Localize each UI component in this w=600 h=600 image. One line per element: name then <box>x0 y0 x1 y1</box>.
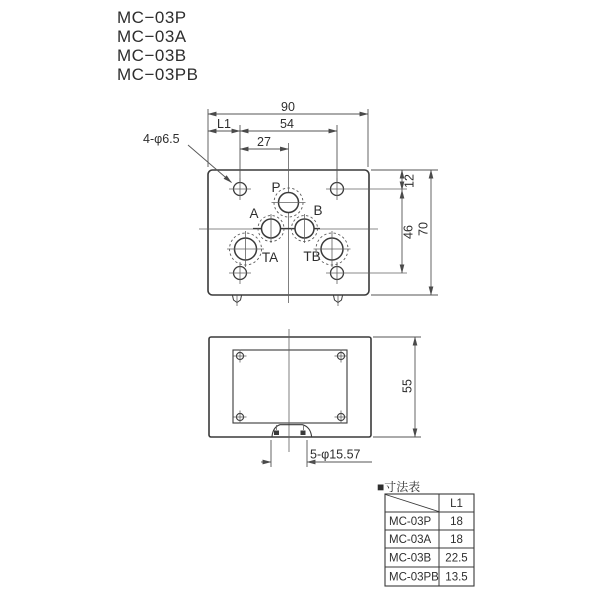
table-cell-model: MC-03B <box>389 552 432 565</box>
model-name: MC−03PB <box>117 65 199 84</box>
dimension-label: 12 <box>402 174 417 188</box>
table-cell-model: MC-03P <box>389 516 432 528</box>
table-caption: ■寸法表 <box>377 480 421 494</box>
table-col-header: L1 <box>450 498 463 510</box>
dimension-label: 90 <box>281 100 295 114</box>
locating-tabs <box>233 296 343 307</box>
table-cell-l1: 18 <box>450 534 463 546</box>
port-label-a: A <box>249 206 259 221</box>
dimension-table <box>377 479 474 586</box>
dimension-label: 55 <box>400 379 415 393</box>
model-name: MC−03B <box>117 46 187 65</box>
port-label-tb: TB <box>303 249 321 264</box>
model-name: MC−03A <box>117 27 187 46</box>
dim-55 <box>373 337 421 437</box>
dimension-label: 54 <box>280 117 294 131</box>
dimension-label: 70 <box>416 222 431 236</box>
boss-foot <box>301 431 306 436</box>
table-row <box>389 553 468 565</box>
dim-port-note <box>261 440 372 467</box>
front-view <box>143 100 438 306</box>
dimension-label: 46 <box>401 225 416 239</box>
table-row <box>389 516 463 528</box>
dim-width-90 <box>208 100 368 167</box>
table-cell-l1: 18 <box>450 516 463 528</box>
header-diagonal <box>386 495 439 512</box>
dim-27 <box>240 135 289 149</box>
port-label-p: P <box>271 180 281 195</box>
dimension-label: L1 <box>217 117 231 131</box>
port-label-ta: TA <box>261 250 279 265</box>
model-name: MC−03P <box>117 8 187 27</box>
table-cell-model: MC-03A <box>389 534 432 546</box>
table-row <box>389 572 468 584</box>
table-cell-l1: 22.5 <box>445 552 468 565</box>
port-label-b: B <box>313 203 323 218</box>
dimension-label: 4-φ6.5 <box>143 132 180 146</box>
dimension-label: 5-φ15.57 <box>310 447 361 462</box>
model-list <box>117 8 198 84</box>
boss-foot <box>274 431 279 436</box>
dimension-label: 27 <box>257 135 271 149</box>
table-row <box>389 534 463 546</box>
bottom-view <box>209 329 421 467</box>
table-cell-l1: 13.5 <box>445 571 468 584</box>
table-cell-model: MC-03PB <box>389 571 439 584</box>
